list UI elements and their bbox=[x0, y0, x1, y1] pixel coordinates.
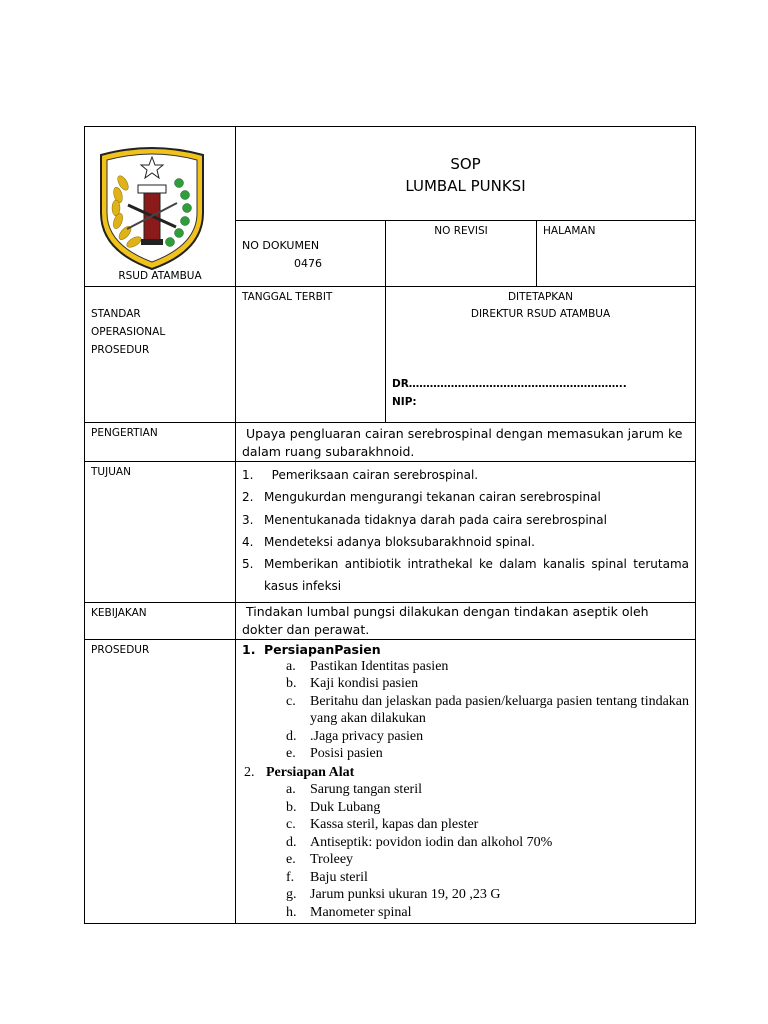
title-procedure-name: LUMBAL PUNKSI bbox=[405, 177, 526, 195]
prosedur-item: c. Kassa steril, kapas dan plester bbox=[286, 817, 479, 833]
tujuan-list bbox=[236, 462, 696, 603]
no-dokumen-value: 0476 bbox=[294, 256, 322, 270]
prosedur-content bbox=[236, 639, 696, 924]
prosedur-item: g. Jarum punksi ukuran 19, 20 ,23 G bbox=[286, 887, 501, 903]
tanggal-terbit-label: TANGGAL TERBIT bbox=[242, 291, 333, 303]
kebijakan-text: Tindakan lumbal pungsi dilakukan dengan tindakan aseptik oleh dokter dan perawat. bbox=[236, 602, 696, 639]
prosedur-item: c. Beritahu dan jelaskan pada pasien/keluarga pasien tentang tindakan yang akan dilakukan bbox=[286, 693, 690, 727]
tujuan-item: 5. Memberikan antibiotik intrathekal ke dalam kanalis spinal terutama kasus infeksi bbox=[242, 557, 690, 594]
tujuan-item: 1. Pemeriksaan cairan serebrospinal. bbox=[242, 468, 479, 482]
logo-cell bbox=[85, 127, 236, 287]
ditetapkan-label: DITETAPKAN bbox=[507, 291, 574, 303]
tujuan-item: 4. Mendeteksi adanya bloksubarakhnoid spinal. bbox=[242, 534, 535, 549]
sop-label-line2: OPERASIONAL bbox=[91, 326, 166, 338]
document-title bbox=[236, 127, 696, 221]
pengertian-text: Upaya pengluaran cairan serebrospinal dengan memasukan jarum ke dalam ruang subarakhnoid. bbox=[236, 423, 696, 462]
no-dokumen-cell bbox=[236, 220, 386, 286]
hospital-name: RSUD ATAMBUA bbox=[118, 270, 202, 282]
ditetapkan-cell bbox=[386, 287, 696, 423]
prosedur-item: b. Duk Lubang bbox=[286, 799, 381, 815]
hospital-logo bbox=[93, 143, 211, 271]
prosedur-section-1-title: 1. PersiapanPasien bbox=[242, 641, 381, 657]
prosedur-section-2-title: 2. Persiapan Alat bbox=[244, 764, 355, 780]
halaman-cell bbox=[537, 220, 696, 286]
sop-document bbox=[84, 126, 695, 924]
sop-table bbox=[84, 126, 696, 924]
prosedur-item: a. Pastikan Identitas pasien bbox=[286, 658, 449, 674]
nip-line: NIP: bbox=[392, 396, 417, 408]
sop-label-line1: STANDAR bbox=[91, 308, 141, 320]
prosedur-item: e. Posisi pasien bbox=[286, 746, 383, 762]
tanggal-terbit-cell bbox=[236, 287, 386, 423]
no-revisi-cell bbox=[386, 220, 537, 286]
direktur-label: DIREKTUR RSUD ATAMBUA bbox=[470, 308, 611, 320]
prosedur-item: d. .Jaga privacy pasien bbox=[286, 728, 424, 744]
pengertian-label: PENGERTIAN bbox=[85, 423, 236, 462]
prosedur-item: e. Troleey bbox=[286, 852, 354, 868]
prosedur-item: b. Kaji kondisi pasien bbox=[286, 676, 419, 692]
sop-label-cell bbox=[85, 287, 236, 423]
prosedur-label: PROSEDUR bbox=[85, 639, 236, 924]
no-dokumen-label: NO DOKUMEN bbox=[242, 238, 320, 252]
tujuan-item: 3. Menentukanada tidaknya darah pada caira serebrospinal bbox=[242, 512, 607, 527]
sop-label-line3: PROSEDUR bbox=[91, 344, 150, 356]
tujuan-item: 2. Mengukurdan mengurangi tekanan cairan serebrospinal bbox=[242, 490, 601, 505]
prosedur-item: a. Sarung tangan steril bbox=[286, 782, 422, 798]
prosedur-item: d. Antiseptik: povidon iodin dan alkohol 70% bbox=[286, 834, 553, 850]
prosedur-item: h. Manometer spinal bbox=[286, 904, 412, 920]
title-sop: SOP bbox=[450, 155, 481, 173]
halaman-label: HALAMAN bbox=[543, 224, 596, 237]
prosedur-item: f. Baju steril bbox=[286, 869, 368, 885]
no-revisi-label: NO REVISI bbox=[434, 224, 488, 237]
dr-signature-line: DR…………………………………………………….. bbox=[392, 378, 627, 390]
tujuan-label: TUJUAN bbox=[85, 462, 236, 603]
kebijakan-label: KEBIJAKAN bbox=[85, 602, 236, 639]
